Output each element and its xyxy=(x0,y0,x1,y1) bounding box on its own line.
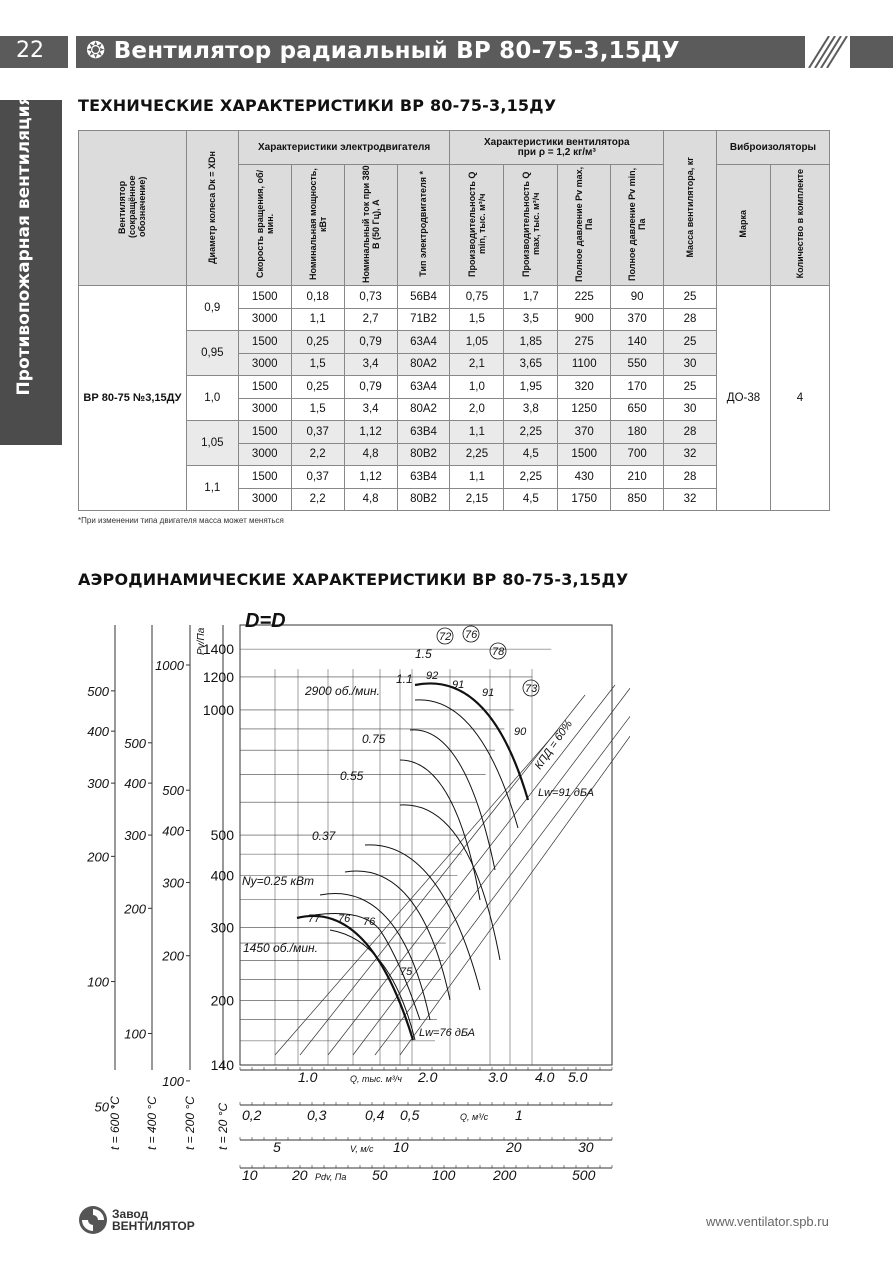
series-label-2900: 2900 об./мин. xyxy=(305,684,380,698)
col-vib-mark: Марка xyxy=(716,165,770,286)
x-tick-label: 1.0 xyxy=(298,1069,318,1085)
x-axis-label: Q, м³/с xyxy=(460,1112,489,1122)
table-cell: 25 xyxy=(664,331,717,354)
chart-annotation: Lw=91 дБА xyxy=(538,787,594,799)
x-tick-label: 20 xyxy=(506,1139,522,1155)
y-tick-label: 300 xyxy=(210,919,234,936)
x-axis-label: V, м/с xyxy=(350,1144,374,1154)
table-cell: 210 xyxy=(611,466,664,489)
website-url: www.ventilator.spb.ru xyxy=(706,1214,829,1229)
table-cell: 4,5 xyxy=(504,488,558,511)
tech-section-title: ТЕХНИЧЕСКИЕ ХАРАКТЕРИСТИКИ ВР 80-75-3,15ДУ xyxy=(78,96,557,115)
power-line xyxy=(400,660,630,1055)
diameter-cell: 0,9 xyxy=(186,286,238,331)
logo-line-2: ВЕНТИЛЯТОР xyxy=(112,1219,195,1233)
table-cell: 1,5 xyxy=(291,398,344,421)
side-label: Противопожарная вентиляция xyxy=(14,94,34,396)
col-pv-max: Полное давление Pv max, Па xyxy=(558,165,611,286)
x-tick-label: 2.0 xyxy=(418,1069,438,1085)
table-cell: 1500 xyxy=(558,443,611,466)
col-q-min: Производительность Q min, тыс. м³/ч xyxy=(450,165,504,286)
col-fan: Вентилятор (сокращённое обозначение) xyxy=(79,131,187,286)
diameter-cell: 0,95 xyxy=(186,331,238,376)
table-cell: 320 xyxy=(558,376,611,399)
diameter-cell: 1,05 xyxy=(186,421,238,466)
temp-tick-label: 400 xyxy=(124,776,146,792)
table-cell: 63А4 xyxy=(397,331,450,354)
efficiency-label: 78 xyxy=(492,646,505,658)
table-cell: 2,25 xyxy=(450,443,504,466)
col-power: Номинальная мощность, кВт xyxy=(291,165,344,286)
table-cell: 1,5 xyxy=(291,353,344,376)
footnote: *При изменении типа двигателя масса может меняться xyxy=(78,516,284,525)
x-tick-label: 10 xyxy=(393,1139,409,1155)
table-cell: 2,1 xyxy=(450,353,504,376)
col-pv-min: Полное давление Pv min, Па xyxy=(611,165,664,286)
efficiency-label: 91 xyxy=(452,679,465,691)
table-cell: 0,37 xyxy=(291,421,344,444)
vib-mark-cell: ДО-38 xyxy=(716,286,770,511)
table-cell: 2,25 xyxy=(504,421,558,444)
temp-axis-label: t = 400 °C xyxy=(145,1096,159,1150)
y-tick-label: 500 xyxy=(210,827,234,844)
x-tick-label: 20 xyxy=(292,1167,308,1183)
table-cell: 1,12 xyxy=(344,421,397,444)
temp-tick-label: 500 xyxy=(87,683,109,699)
table-cell: 0,73 xyxy=(344,286,397,309)
table-cell: 2,25 xyxy=(504,466,558,489)
table-cell: 3,5 xyxy=(504,308,558,331)
table-cell: 3000 xyxy=(238,488,291,511)
table-cell: 1,1 xyxy=(450,466,504,489)
table-cell: 1,05 xyxy=(450,331,504,354)
efficiency-label: 76 xyxy=(338,913,351,925)
table-cell: 1,5 xyxy=(450,308,504,331)
efficiency-label: 72 xyxy=(439,631,452,643)
spec-table xyxy=(78,130,830,511)
power-label: 0.75 xyxy=(362,732,386,746)
table-cell: 90 xyxy=(611,286,664,309)
temp-tick-label: 50 xyxy=(94,1099,109,1115)
table-cell: 0,25 xyxy=(291,331,344,354)
efficiency-label: 73 xyxy=(525,683,538,695)
table-cell: 1,1 xyxy=(450,421,504,444)
table-cell: 3,65 xyxy=(504,353,558,376)
y-tick-label: 1400 xyxy=(202,641,234,658)
x-tick-label: 100 xyxy=(432,1167,456,1183)
table-cell: 32 xyxy=(664,488,717,511)
temp-tick-label: 500 xyxy=(162,783,184,799)
table-cell: 2,2 xyxy=(291,488,344,511)
table-cell: 80А2 xyxy=(397,398,450,421)
temp-tick-label: 200 xyxy=(87,849,109,865)
aero-section-title: АЭРОДИНАМИЧЕСКИЕ ХАРАКТЕРИСТИКИ ВР 80-75-3,15ДУ xyxy=(78,570,629,589)
table-cell: 1,95 xyxy=(504,376,558,399)
table-cell: 0,79 xyxy=(344,331,397,354)
power-line xyxy=(275,730,558,1055)
table-row xyxy=(79,286,830,309)
x-tick-label: 5.0 xyxy=(568,1069,588,1085)
table-cell: 30 xyxy=(664,353,717,376)
curve-low-a xyxy=(330,930,415,1040)
temp-axis-label: t = 20 °C xyxy=(216,1102,230,1150)
table-cell: 2,0 xyxy=(450,398,504,421)
x-tick-label: 30 xyxy=(578,1139,594,1155)
efficiency-label: 77 xyxy=(308,913,321,925)
table-cell: 370 xyxy=(611,308,664,331)
temp-axis-label: t = 600 °C xyxy=(108,1096,122,1150)
series-label-1450: 1450 об./мин. xyxy=(243,941,318,955)
table-cell: 1,0 xyxy=(450,376,504,399)
company-logo-icon xyxy=(78,1205,108,1235)
table-cell: 0,79 xyxy=(344,376,397,399)
x-tick-label: 0,5 xyxy=(400,1107,420,1123)
curve-2900-a xyxy=(415,700,518,828)
temp-tick-label: 100 xyxy=(87,974,109,990)
x-tick-label: 4.0 xyxy=(535,1069,555,1085)
chart-annotation: Lw=76 дБА xyxy=(419,1027,475,1039)
table-cell: 80В2 xyxy=(397,488,450,511)
col-vib-qty: Количество в комплекте xyxy=(770,165,829,286)
chart-title: D=D xyxy=(245,610,286,632)
table-cell: 1750 xyxy=(558,488,611,511)
col-vib-group: Виброизоляторы xyxy=(716,131,829,165)
table-cell: 0,37 xyxy=(291,466,344,489)
header-stripes-icon xyxy=(805,36,850,68)
table-cell: 28 xyxy=(664,308,717,331)
curve-1450-c xyxy=(345,871,450,1000)
x-tick-label: 0,2 xyxy=(242,1107,262,1123)
col-current: Номинальный ток при 380 В (50 Гц), А xyxy=(344,165,397,286)
table-cell: 0,25 xyxy=(291,376,344,399)
table-cell: 63В4 xyxy=(397,421,450,444)
col-mass: Масса вентилятора, кг xyxy=(664,131,717,286)
curve-2900-b xyxy=(410,730,495,870)
x-tick-label: 0,3 xyxy=(307,1107,327,1123)
table-cell: 3000 xyxy=(238,308,291,331)
fan-icon: ❂ xyxy=(86,38,106,64)
table-cell: 28 xyxy=(664,421,717,444)
x-tick-label: 0,4 xyxy=(365,1107,385,1123)
temp-tick-label: 500 xyxy=(124,735,146,751)
table-cell: 3,8 xyxy=(504,398,558,421)
table-cell: 80А2 xyxy=(397,353,450,376)
table-cell: 550 xyxy=(611,353,664,376)
table-cell: 1500 xyxy=(238,331,291,354)
table-cell: 2,15 xyxy=(450,488,504,511)
y-axis-label: Pv/Па xyxy=(196,627,207,655)
table-cell: 28 xyxy=(664,466,717,489)
power-label: 1.5 xyxy=(415,647,432,661)
page-title-text: Вентилятор радиальный ВР 80-75-3,15ДУ xyxy=(113,38,680,64)
chart-grid xyxy=(111,625,612,1168)
col-motor-type: Тип электродвигателя * xyxy=(397,165,450,286)
table-cell: 2,7 xyxy=(344,308,397,331)
x-axis-label: Q, тыс. м³/ч xyxy=(350,1074,402,1084)
logo-line-1: Завод xyxy=(112,1207,149,1221)
table-cell: 700 xyxy=(611,443,664,466)
table-cell: 900 xyxy=(558,308,611,331)
temp-axis-label: t = 200 °C xyxy=(183,1096,197,1150)
y-tick-label: 400 xyxy=(210,867,234,884)
efficiency-label: 91 xyxy=(482,687,495,699)
table-cell: 30 xyxy=(664,398,717,421)
temp-tick-label: 1000 xyxy=(155,658,184,674)
x-tick-label: 500 xyxy=(572,1167,596,1183)
table-cell: 140 xyxy=(611,331,664,354)
power-label: 0.55 xyxy=(340,769,364,783)
table-cell: 1500 xyxy=(238,376,291,399)
table-cell: 3,4 xyxy=(344,398,397,421)
table-cell: 2,2 xyxy=(291,443,344,466)
table-cell: 1500 xyxy=(238,421,291,444)
table-cell: 1500 xyxy=(238,286,291,309)
table-cell: 4,8 xyxy=(344,443,397,466)
y-tick-label: 200 xyxy=(210,992,234,1009)
table-cell: 0,18 xyxy=(291,286,344,309)
table-cell: 3,4 xyxy=(344,353,397,376)
table-cell: 32 xyxy=(664,443,717,466)
power-line xyxy=(300,695,585,1055)
table-cell: 180 xyxy=(611,421,664,444)
vib-qty-cell: 4 xyxy=(770,286,829,511)
plot-frame xyxy=(240,625,612,1065)
y-tick-label: 140 xyxy=(210,1057,234,1073)
table-cell: 370 xyxy=(558,421,611,444)
temp-tick-label: 300 xyxy=(87,776,109,792)
temp-tick-label: 100 xyxy=(124,1026,146,1042)
col-diameter: Диаметр колеса Dк = XDн xyxy=(186,131,238,286)
table-cell: 1,12 xyxy=(344,466,397,489)
table-cell: 1,7 xyxy=(504,286,558,309)
table-cell: 1250 xyxy=(558,398,611,421)
table-cell: 1500 xyxy=(238,466,291,489)
table-cell: 1100 xyxy=(558,353,611,376)
power-label: 0.37 xyxy=(312,829,336,843)
efficiency-label: 90 xyxy=(514,726,527,738)
temp-tick-label: 200 xyxy=(124,901,146,917)
x-tick-label: 5 xyxy=(273,1139,281,1155)
logo-text xyxy=(112,1208,195,1232)
power-line xyxy=(353,675,630,1055)
table-cell: 1,85 xyxy=(504,331,558,354)
table-cell: 80В2 xyxy=(397,443,450,466)
x-tick-label: 1 xyxy=(515,1107,523,1123)
temp-tick-label: 400 xyxy=(162,823,184,839)
chart-labels xyxy=(86,610,595,1183)
table-cell: 63А4 xyxy=(397,376,450,399)
diameter-cell: 1,1 xyxy=(186,466,238,511)
col-fan-group: Характеристики вентилятора при ρ = 1,2 кг/м³ xyxy=(450,131,664,165)
temp-tick-label: 400 xyxy=(87,724,109,740)
table-cell: 71В2 xyxy=(397,308,450,331)
table-cell: 225 xyxy=(558,286,611,309)
table-cell: 25 xyxy=(664,286,717,309)
power-line xyxy=(375,670,630,1055)
table-cell: 0,75 xyxy=(450,286,504,309)
table-cell: 650 xyxy=(611,398,664,421)
header-separator xyxy=(68,36,76,68)
table-cell: 275 xyxy=(558,331,611,354)
page-title xyxy=(86,38,680,64)
diameter-cell: 1,0 xyxy=(186,376,238,421)
table-cell: 430 xyxy=(558,466,611,489)
table-cell: 850 xyxy=(611,488,664,511)
col-rpm: Скорость вращения, об/мин. xyxy=(238,165,291,286)
aero-chart xyxy=(70,600,630,1190)
y-tick-label: 1200 xyxy=(202,668,234,685)
efficiency-label: 75 xyxy=(400,966,413,978)
table-cell: 4,8 xyxy=(344,488,397,511)
temp-tick-label: 100 xyxy=(162,1073,184,1089)
x-tick-label: 3.0 xyxy=(488,1069,508,1085)
table-cell: 56В4 xyxy=(397,286,450,309)
table-cell: 1,1 xyxy=(291,308,344,331)
x-tick-label: 200 xyxy=(493,1167,517,1183)
chart-annotation: КПД = 60% xyxy=(532,718,576,772)
power-label: 1.1 xyxy=(396,672,413,686)
page-number: 22 xyxy=(16,38,44,63)
efficiency-label: 76 xyxy=(363,916,376,928)
x-axis-label: Pdv, Па xyxy=(315,1172,347,1182)
temp-tick-label: 300 xyxy=(124,828,146,844)
col-q-max: Производительность Q max, тыс. м³/ч xyxy=(504,165,558,286)
table-cell: 63В4 xyxy=(397,466,450,489)
x-tick-label: 10 xyxy=(242,1167,258,1183)
temp-tick-label: 200 xyxy=(162,948,184,964)
table-cell: 3000 xyxy=(238,443,291,466)
efficiency-label: 76 xyxy=(465,629,478,641)
x-tick-label: 50 xyxy=(372,1167,388,1183)
y-tick-label: 1000 xyxy=(202,701,234,718)
power-label: Ny=0.25 кВт xyxy=(242,874,315,888)
table-cell: 170 xyxy=(611,376,664,399)
temp-tick-label: 300 xyxy=(162,875,184,891)
col-motor-group: Характеристики электродвигателя xyxy=(238,131,450,165)
table-cell: 3000 xyxy=(238,398,291,421)
fan-name-cell: ВР 80-75 №3,15ДУ xyxy=(79,286,187,511)
table-cell: 3000 xyxy=(238,353,291,376)
efficiency-label: 92 xyxy=(426,670,439,682)
table-cell: 25 xyxy=(664,376,717,399)
spec-table-body xyxy=(79,286,830,511)
table-cell: 4,5 xyxy=(504,443,558,466)
